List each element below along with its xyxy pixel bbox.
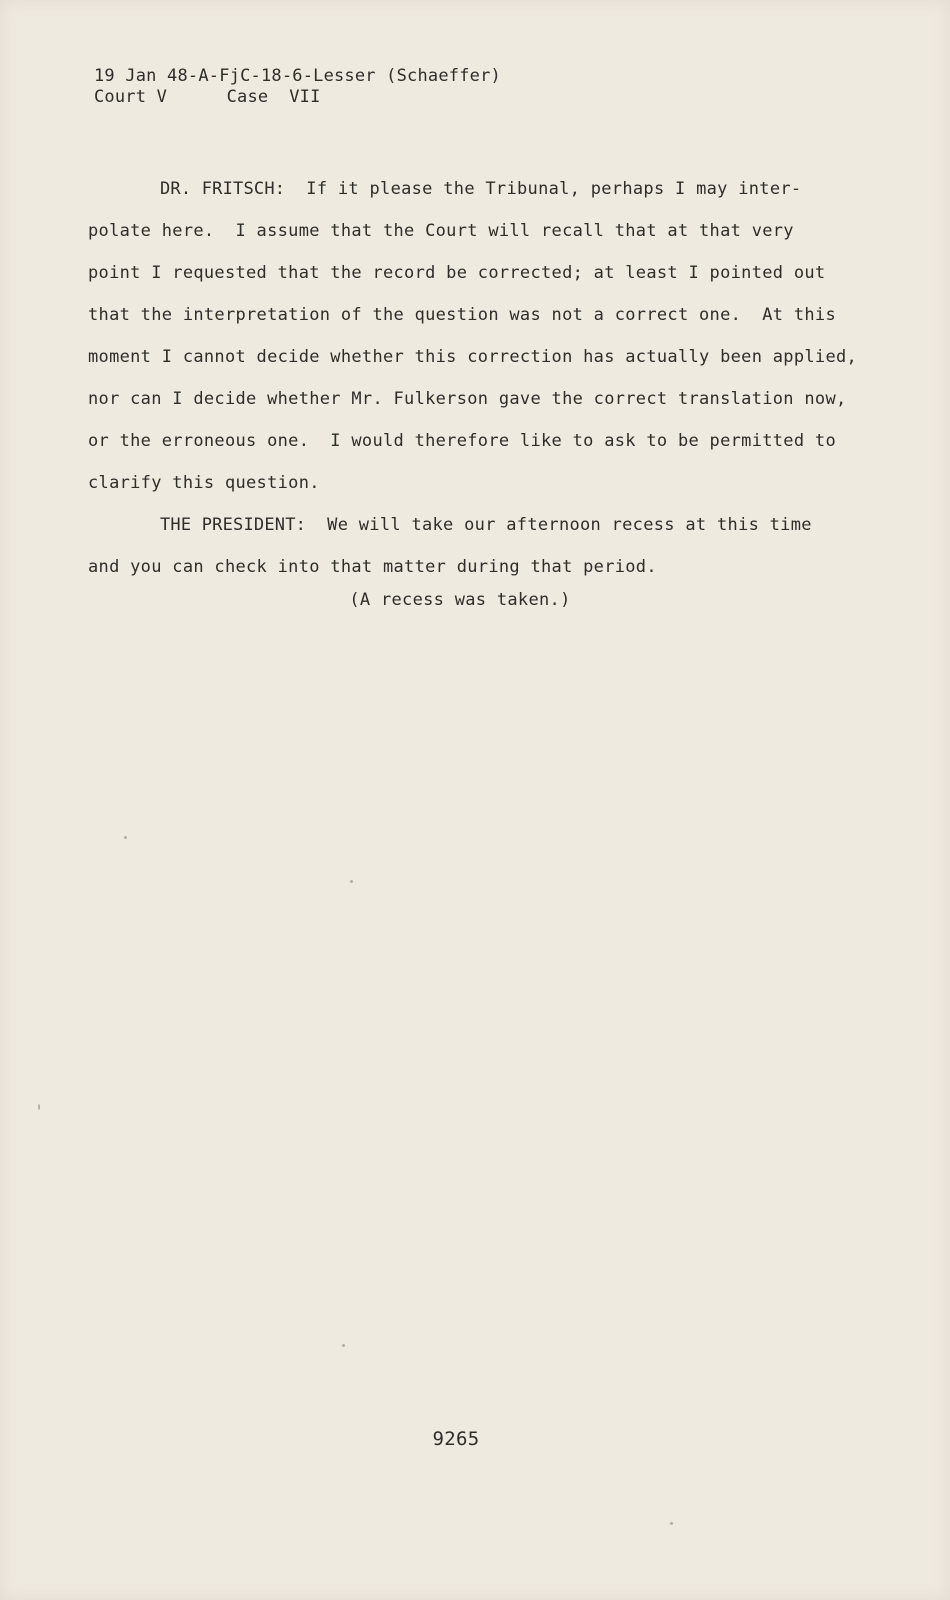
paragraph-line: that the interpretation of the question was not a correct one. At this [88,305,836,325]
paragraph-line [88,504,848,546]
paragraph-line: nor can I decide whether Mr. Fulkerson gave the correct translation now, [88,389,847,409]
paragraph-text: We will take our afternoon recess at this time [327,515,812,535]
document-header [94,66,501,108]
court-value: V [156,87,168,107]
court-label: Court [94,87,147,107]
paper-speck [124,836,127,839]
page-number: 9265 [432,1428,480,1450]
paper-speck [670,1522,673,1525]
transcript-body [88,168,858,588]
stage-direction: (A recess was taken.) [349,590,571,610]
paper-speck [342,1344,345,1347]
paragraph-line: clarify this question. [88,473,320,493]
paragraph-line: and you can check into that matter during that period. [88,557,657,577]
paragraph-line: moment I cannot decide whether this correction has actually been applied, [88,347,858,367]
header-court-case [94,87,501,108]
speaker-dr-fritsch: DR. FRITSCH: [160,179,286,199]
paragraph-line [88,168,848,210]
paragraph-line: or the erroneous one. I would therefore like to ask to be permitted to [88,431,836,451]
paper-speck [350,880,353,883]
speaker-the-president: THE PRESIDENT: [160,515,307,535]
case-label: Case [226,87,269,107]
paragraph-line: polate here. I assume that the Court will recall that at that very [88,221,794,241]
case-value: VII [289,87,321,107]
paper-speck [38,1104,40,1110]
header-reference: 19 Jan 48-A-FjC-18-6-Lesser (Schaeffer) [94,66,501,86]
paragraph-line: point I requested that the record be corrected; at least I pointed out [88,263,826,283]
paragraph-text: If it please the Tribunal, perhaps I may inter- [306,179,802,199]
